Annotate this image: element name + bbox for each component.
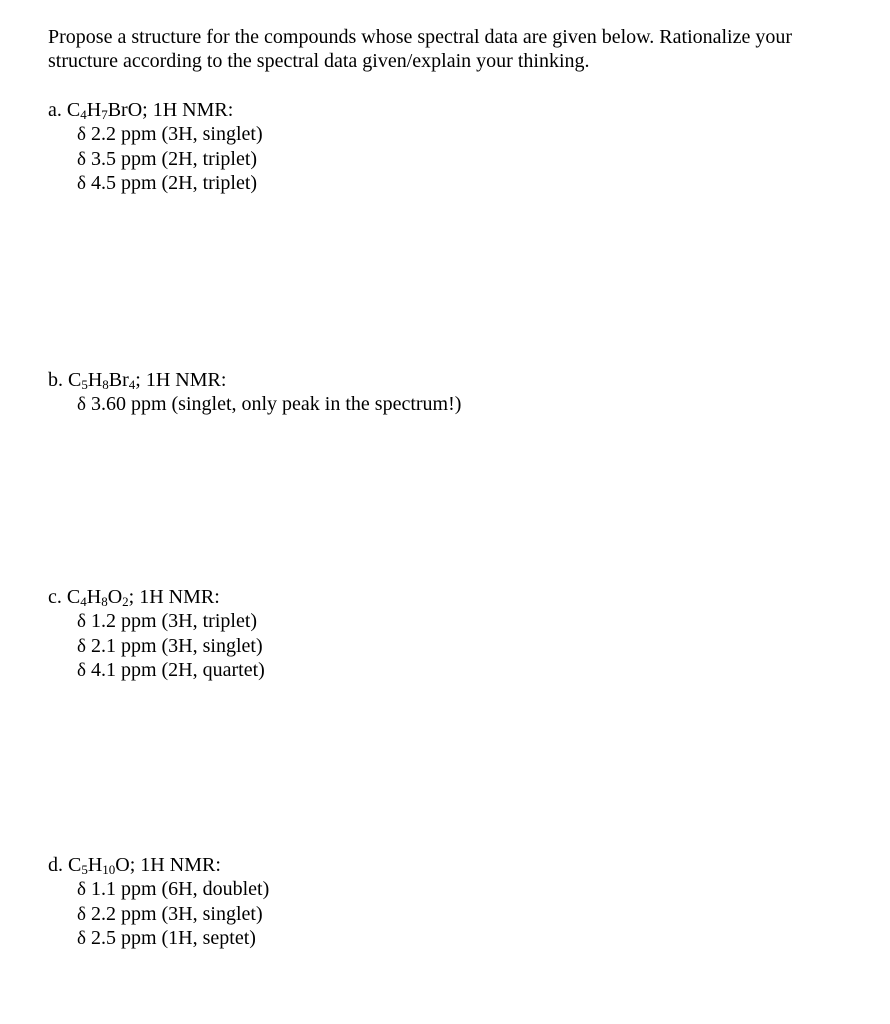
nmr-peak: δ 1.1 ppm (6H, doublet) bbox=[77, 878, 270, 900]
problem-a bbox=[48, 98, 263, 196]
nmr-peak: δ 4.1 ppm (2H, quartet) bbox=[77, 659, 265, 681]
delta-symbol: δ bbox=[77, 928, 86, 949]
nmr-label: ; 1H NMR: bbox=[128, 586, 220, 608]
nmr-peak: δ 3.60 ppm (singlet, only peak in the spectrum!) bbox=[77, 393, 462, 415]
problem-heading bbox=[48, 98, 263, 122]
nmr-peak: δ 3.5 ppm (2H, triplet) bbox=[77, 147, 258, 170]
instructions-line-2: structure according to the spectral data given/explain your thinking. bbox=[48, 50, 590, 72]
nmr-peak-list bbox=[48, 877, 269, 951]
nmr-peak: δ 2.1 ppm (3H, singlet) bbox=[77, 634, 263, 657]
problem-label: a. bbox=[48, 99, 62, 121]
molecular-formula: $C_5H_{10}O$ bbox=[68, 854, 130, 877]
delta-symbol: δ bbox=[77, 660, 86, 681]
problem-label: d. bbox=[48, 854, 63, 876]
delta-symbol: δ bbox=[77, 148, 86, 170]
nmr-peak-list bbox=[48, 609, 265, 683]
molecular-formula: $C_5H_8Br_4$ bbox=[68, 369, 136, 392]
delta-symbol: δ bbox=[77, 879, 86, 900]
delta-symbol: δ bbox=[77, 635, 86, 657]
problem-label: c. bbox=[48, 586, 62, 608]
nmr-peak-list bbox=[48, 392, 461, 417]
problem-heading bbox=[48, 585, 265, 609]
molecular-formula: $C_4H_7BrO$ bbox=[66, 99, 143, 122]
nmr-label: ; 1H NMR: bbox=[129, 854, 221, 876]
nmr-peak: δ 2.2 ppm (3H, singlet) bbox=[77, 123, 263, 145]
problem-label: b. bbox=[48, 369, 63, 391]
problem-heading bbox=[48, 368, 461, 392]
nmr-peak-list bbox=[48, 122, 263, 196]
delta-symbol: δ bbox=[77, 903, 86, 925]
problem-heading bbox=[48, 853, 269, 877]
delta-symbol: δ bbox=[77, 124, 86, 145]
delta-symbol: δ bbox=[77, 173, 86, 194]
nmr-peak: δ 4.5 ppm (2H, triplet) bbox=[77, 172, 258, 194]
nmr-peak: δ 2.5 ppm (1H, septet) bbox=[77, 927, 256, 949]
instructions-line-1: Propose a structure for the compounds whose spectral data are given below. Rationalize your bbox=[48, 26, 793, 48]
molecular-formula: $C_4H_8O_2$ bbox=[66, 586, 129, 609]
nmr-label: ; 1H NMR: bbox=[142, 99, 234, 121]
instructions bbox=[48, 25, 868, 73]
problem-d bbox=[48, 853, 269, 951]
nmr-peak: δ 1.2 ppm (3H, triplet) bbox=[77, 610, 258, 632]
problem-c bbox=[48, 585, 265, 683]
nmr-peak: δ 2.2 ppm (3H, singlet) bbox=[77, 902, 263, 925]
nmr-label: ; 1H NMR: bbox=[135, 369, 227, 391]
delta-symbol: δ bbox=[77, 611, 86, 632]
problem-b bbox=[48, 368, 461, 417]
delta-symbol: δ bbox=[77, 394, 86, 415]
